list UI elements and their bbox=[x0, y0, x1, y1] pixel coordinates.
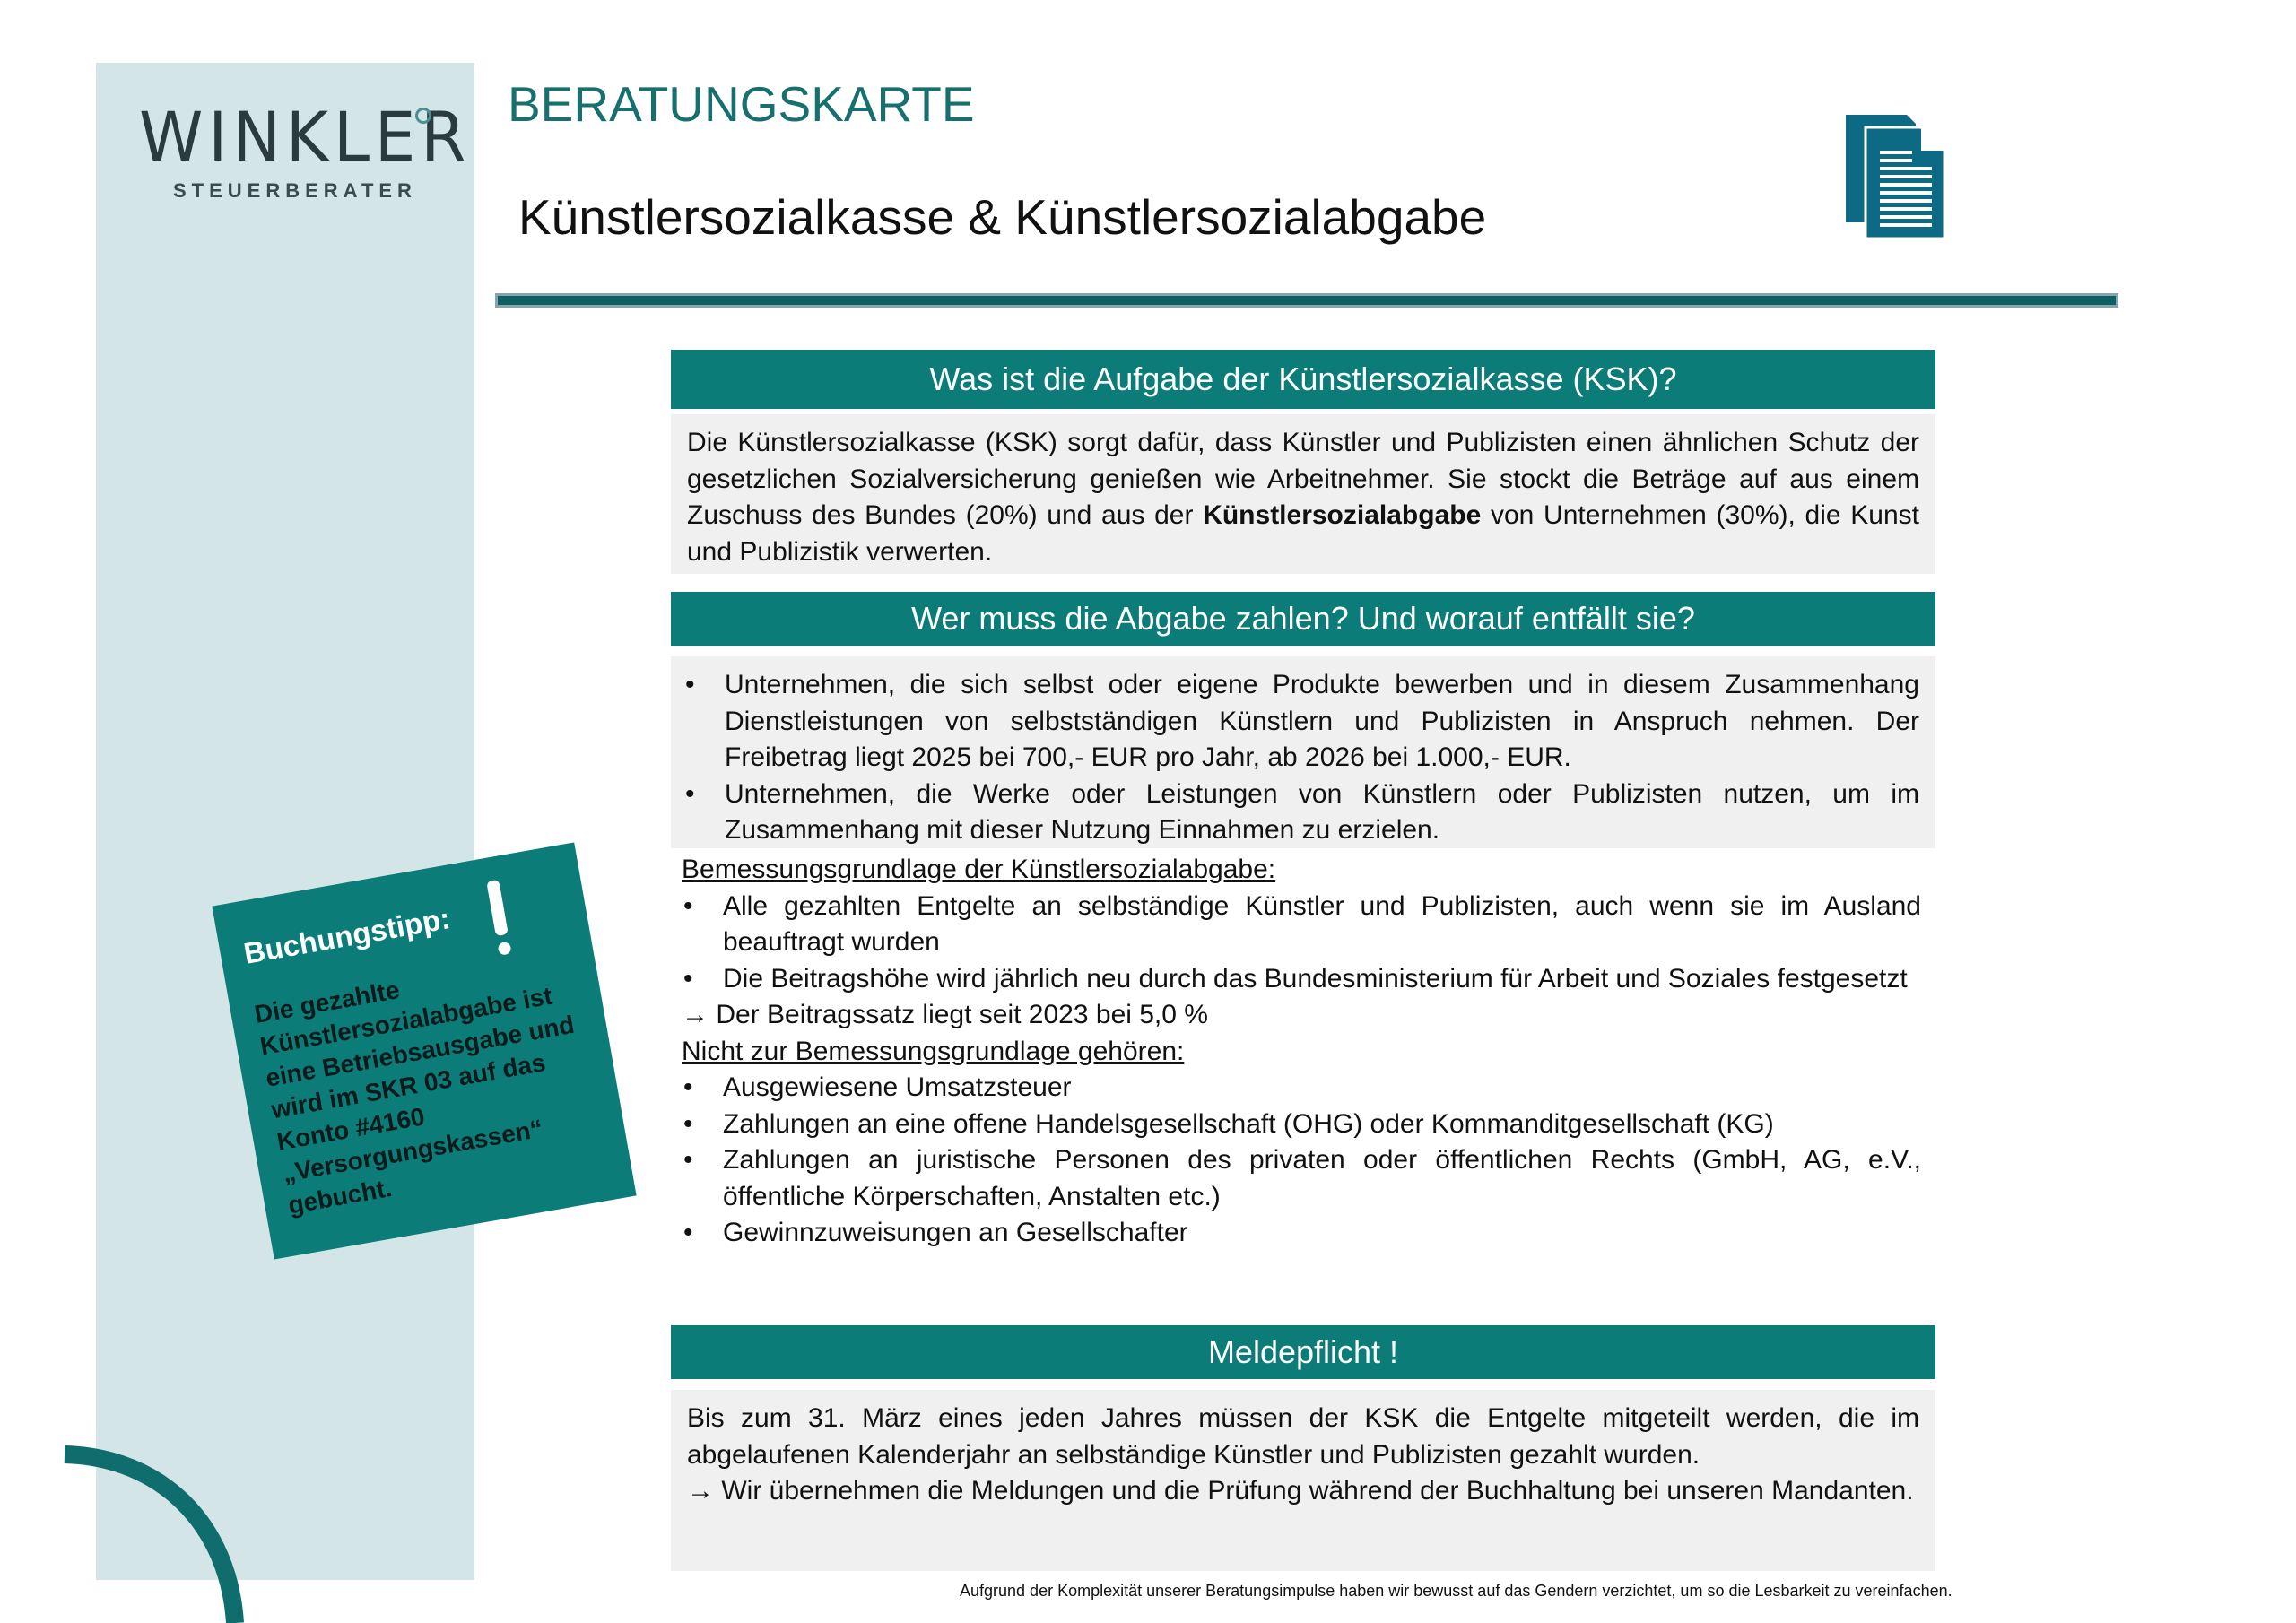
basis-heading: Bemessungsgrundlage der Künstlersozialabgabe: bbox=[682, 855, 1276, 884]
section-heading-who: Wer muss die Abgabe zahlen? Und worauf entfällt sie? bbox=[671, 592, 1935, 646]
basis-bullet: • Die Beitragshöhe wird jährlich neu durch das Bundesministerium für Arbeit und Soziales festgesetzt bbox=[682, 961, 1921, 998]
rate-note: → Der Beitragssatz liegt seit 2023 bei 5,0 % bbox=[682, 1000, 1208, 1029]
section-heading-ksk: Was ist die Aufgabe der Künstlersozialkasse (KSK)? bbox=[671, 350, 1935, 409]
ksk-text-end: von Unternehmen (30%), die Kunst und Publizistik verwerten. bbox=[687, 500, 1919, 567]
who-bullet: • Unternehmen, die sich selbst oder eigene Produkte bewerben und in diesem Zusammenhang Dienstleistungen von selbstständigen Künstlern und Publizisten in Anspruch nehmen. Der Freibetrag liegt 2025 bei 700,- EUR pro Jahr, ab 2026 bei 1.000,- EUR. bbox=[683, 667, 1919, 777]
sidebar-panel bbox=[96, 63, 474, 1580]
ksk-text-start: Die Künstlersozialkasse (KSK) sorgt dafür, dass Künstler und Publizisten einen ähnlichen Schutz der gesetzlichen Sozialversicherung genießen wie Arbeitnehmer. Sie stockt die Beträge auf aus einem Zuschuss des Bundes (20%) und aus der bbox=[687, 428, 1919, 530]
tip-title: Buchungstipp: bbox=[240, 901, 453, 970]
who-bullet: • Unternehmen, die Werke oder Leistungen von Künstlern oder Publizisten nutzen, um im Zusammenhang mit dieser Nutzung Einnahmen zu erzielen. bbox=[683, 777, 1919, 849]
excluded-heading: Nicht zur Bemessungsgrundlage gehören: bbox=[682, 1036, 1185, 1066]
logo-ring-icon bbox=[415, 108, 431, 124]
booking-tip-card bbox=[212, 842, 636, 1259]
section-heading-report: Meldepflicht ! bbox=[671, 1325, 1935, 1379]
header-divider bbox=[495, 293, 2118, 308]
page-kicker: BERATUNGSKARTE bbox=[508, 76, 975, 132]
basis-bullet: • Alle gezahlten Entgelte an selbständige Künstler und Publizisten, auch wenn sie im Ausland beauftragt wurden bbox=[682, 889, 1921, 961]
document-icon bbox=[1839, 108, 1964, 242]
section-body-who bbox=[671, 656, 1935, 848]
excluded-bullet: • Gewinnzuweisungen an Gesellschafter bbox=[682, 1215, 1921, 1252]
decorative-arc bbox=[0, 1417, 269, 1623]
report-note: → Wir übernehmen die Meldungen und die Prüfung während der Buchhaltung bei unseren Mandanten. bbox=[687, 1476, 1914, 1506]
tip-text: Die gezahlte Künstlersozialabgabe ist eine Betriebsausgabe und wird im SKR 03 auf das Konto #4160 „Versorgungskassen“ gebucht. bbox=[252, 976, 577, 1219]
footer-note: Aufgrund der Komplexität unserer Beratungsimpulse haben wir bewusst auf das Gendern verzichtet, um so die Lesbarkeit zu vereinfachen. bbox=[960, 1582, 1952, 1600]
ksk-text-bold: Künstlersozialabgabe bbox=[1203, 500, 1482, 530]
basis-block bbox=[682, 852, 1921, 1252]
brand-logo: WINKLER bbox=[139, 97, 471, 177]
excluded-bullet: • Ausgewiesene Umsatzsteuer bbox=[682, 1070, 1921, 1107]
excluded-bullet: • Zahlungen an eine offene Handelsgesellschaft (OHG) oder Kommanditgesellschaft (KG) bbox=[682, 1107, 1921, 1143]
section-body-ksk bbox=[671, 414, 1935, 574]
section-body-report bbox=[671, 1390, 1935, 1571]
excluded-bullet: • Zahlungen an juristische Personen des privaten oder öffentlichen Rechts (GmbH, AG, e.V., öffentliche Körperschaften, Anstalten etc.) bbox=[682, 1142, 1921, 1215]
report-text: Bis zum 31. März eines jeden Jahres müssen der KSK die Entgelte mitgeteilt werden, die im abgelaufenen Kalenderjahr an selbständige Künstler und Publizisten gezahlt wurden. bbox=[687, 1403, 1919, 1470]
page-title: Künstlersozialkasse & Künstlersozialabgabe bbox=[518, 189, 1487, 245]
brand-subtitle: STEUERBERATER bbox=[173, 179, 417, 202]
